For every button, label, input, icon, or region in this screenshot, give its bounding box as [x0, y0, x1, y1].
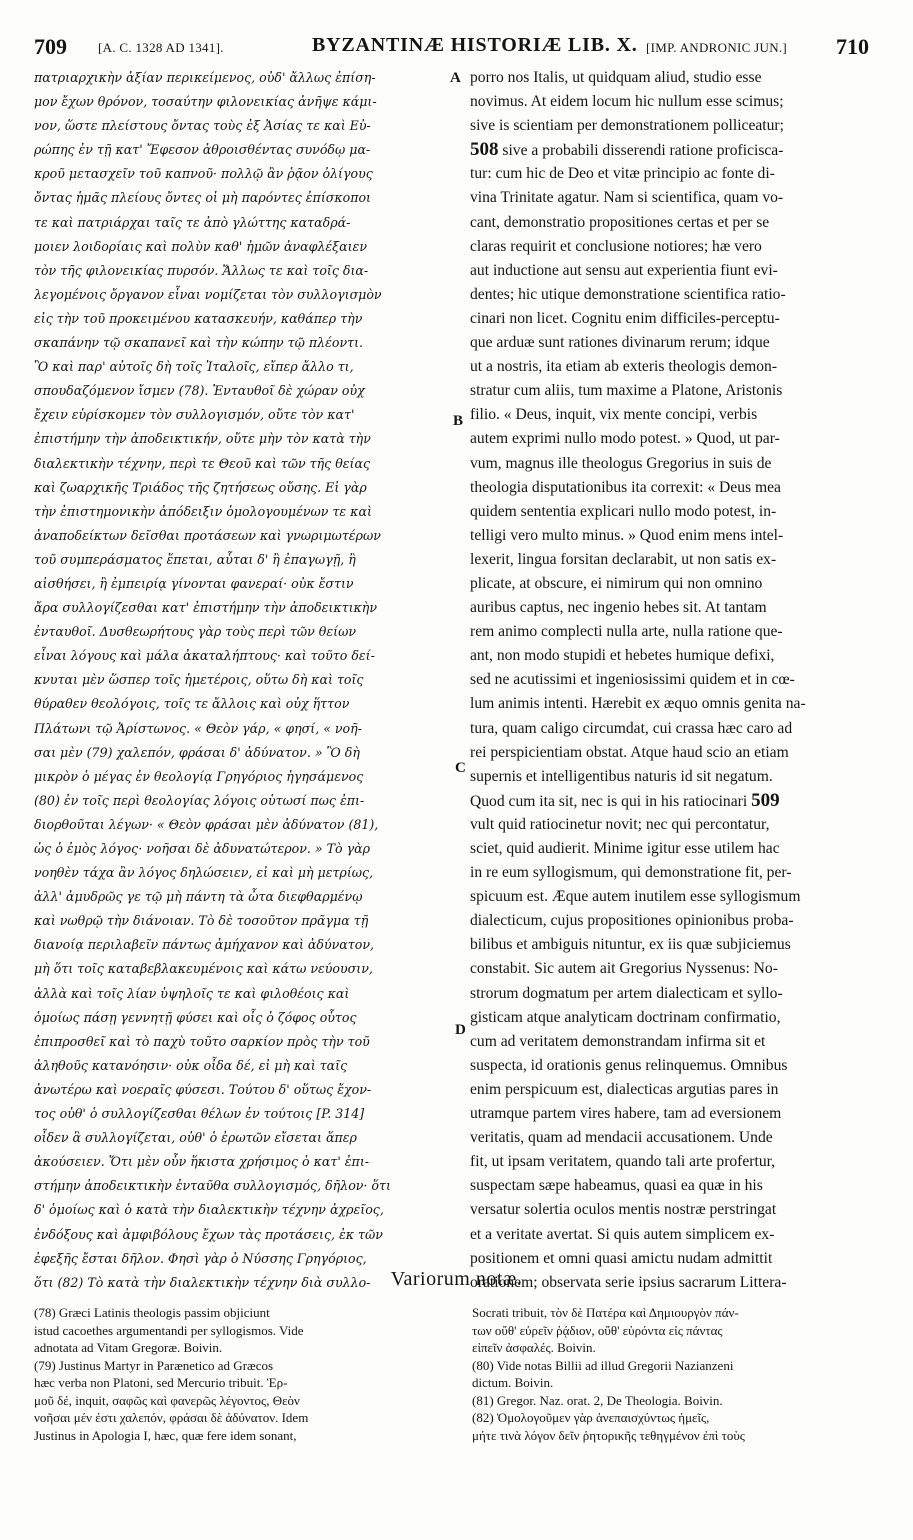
latin-line: gisticam atque analyticam doctrinam confirmatio,: [470, 1008, 781, 1026]
footnotes-left-column: [34, 1304, 452, 1444]
greek-line: Πλάτωνι τῷ Ἀρίστωνος. « Θεὸν γάρ, « φησί, « νοῆ-: [34, 720, 362, 736]
latin-line: aut inductione aut sensu aut experientia fiunt evi-: [470, 261, 778, 279]
footnote-line: νοῆσαι μέν ἐστι χαλεπόν, φράσαι δὲ ἀδύνατον. Idem: [34, 1410, 309, 1425]
greek-line: ἐνδόξους καὶ ἀμφιβόλους ἔχων τὰς προτάσεις, ἐκ τῶν: [34, 1226, 383, 1242]
latin-line: cinari non licet. Cognitu enim difficiles-perceptu-: [470, 309, 780, 327]
latin-line: rem animo complecti nulla arte, nulla ratione que-: [470, 623, 783, 641]
latin-line: telligi vero multo minus. » Quod enim mens intel-: [470, 526, 784, 544]
footnote-line: (81) Gregor. Naz. orat. 2, De Theologia. Boivin.: [472, 1392, 723, 1408]
latin-line: que arduæ sunt rationes divinarum rerum; idque: [470, 334, 770, 352]
greek-line: δ' ὁμοίως καὶ ὁ κατὰ τὴν διαλεκτικὴν τέχνην ἀχρεῖος,: [34, 1202, 384, 1218]
footnote-line: Socrati tribuit, τὸν δὲ Πατέρα καὶ Δημιουργὸν πάν-: [472, 1305, 739, 1320]
latin-text-column: [470, 66, 876, 1295]
greek-line: ρώπης ἐν τῇ κατ' Ἔφεσον ἀθροισθέντας συνόδῳ μα-: [34, 142, 371, 158]
footnote-line: adnotata ad Vitam Gregoræ. Boivin.: [34, 1340, 223, 1355]
emperor-heading: [IMP. ANDRONIC JUN.]: [646, 40, 788, 55]
latin-line: vina Trinitate agatur. Nam si scientifica, quam vo-: [470, 189, 784, 207]
greek-line: ἀκούσειεν. Ὅτι μὲν οὖν ἥκιστα χρήσιμος ὁ κατ' ἐπι-: [34, 1154, 370, 1170]
latin-line: sciet, quid audierit. Minime igitur esse utilem hac: [470, 840, 780, 857]
greek-line: σκαπάνην τῷ σκαπανεῖ καὶ τὴν κώπην τῷ πλέοντι.: [34, 335, 364, 351]
greek-line: ἐπιπροσθεῖ καὶ τὸ παχὺ τοῦτο σαρκίον πρὸς τὴν τοῦ: [34, 1033, 370, 1049]
latin-line: filio. « Deus, inquit, vix mente concipi, verbis: [470, 406, 758, 424]
footnote-line: hæc verba non Platoni, sed Mercurio tribuit. Ἑρ-: [34, 1375, 288, 1390]
latin-line: enim perspicuum est, dialecticas argutias pares in: [470, 1080, 779, 1098]
latin-line: Quod cum ita sit, nec is qui in his ratiocinari 509: [470, 789, 780, 811]
footnote-line: μοῦ δέ, inquit, σαφῶς καὶ φανερῶς λέγοντος, Θεὸν: [34, 1392, 300, 1408]
latin-line: cant, demonstratio propositiones certas et per se: [470, 213, 770, 231]
latin-line: plicate, at obscure, ei nimirum qui non omnino: [470, 574, 763, 592]
greek-line: τοῦ συμπεράσματος ἕπεται, αὗται δ' ἢ ἐπαγωγῇ, ἢ: [34, 551, 356, 567]
greek-line: ἐφεξῆς ἔσται δῆλον. Φησὶ γὰρ ὁ Νύσσης Γρηγόριος,: [34, 1250, 367, 1266]
greek-line: ἄρα συλλογίζεσθαι κατ' ἐπιστήμην τὴν ἀποδεικτικὴν: [34, 600, 377, 616]
right-page-number: 710: [836, 34, 869, 59]
latin-line: sive is scientiam per demonstrationem polliceatur;: [470, 117, 784, 135]
latin-line: vult quid ratiocinetur novit; nec qui percontatur,: [470, 815, 770, 833]
margin-letter-d: D: [455, 1022, 466, 1038]
greek-line: ἀληθοῦς κατανόησιν· οὐκ οἶδα δέ, εἰ μὴ καὶ ταῖς: [34, 1057, 348, 1073]
greek-line: διορθοῦται λέγων· « Θεὸν φράσαι μὲν ἀδύνατον (81),: [34, 816, 379, 832]
greek-line: ἀνωτέρω καὶ νοεραῖς φύσεσι. Τούτου δ' οὕτως ἔχον-: [34, 1081, 372, 1097]
greek-line: τὴν ἐπιστημονικὴν ἀπόδειξιν ὁμολογουμένων τε καὶ: [34, 503, 372, 519]
latin-line: constabit. Sic autem ait Gregorius Nyssenus: No-: [470, 960, 778, 978]
margin-letter-a: A: [450, 70, 461, 86]
greek-line: μον ἔχων θρόνον, τοσαύτην φιλονεικίας ἀνῆψε κάμι-: [34, 94, 377, 110]
latin-line: cum ad veritatem demonstrandam infirma sit et: [470, 1032, 766, 1050]
margin-letter-b: B: [453, 413, 464, 429]
greek-line: διανοίᾳ περιλαβεῖν πάντως ἀμήχανον καὶ ἀδύνατον,: [34, 937, 375, 953]
latin-line: tur: cum hic de Deo et vitæ principio ac fonte di-: [470, 165, 775, 183]
greek-line: τος οὐθ' ὁ συλλογίζεσθαι θέλων ἐν τούτοις [P. 314]: [34, 1106, 365, 1122]
greek-line: τὸν τῆς φιλονεικίας πυρσόν. Ἄλλως τε καὶ τοῖς δια-: [34, 262, 369, 278]
date-range: [A. C. 1328 AD 1341].: [98, 40, 224, 55]
latin-line: novimus. At eidem locum hic nullum esse scimus;: [470, 93, 784, 111]
latin-line: theologia disputationibus ita correxit: « Deus mea: [470, 478, 781, 496]
latin-line: lum animis intenti. Hærebit ex æquo omnis genita na-: [470, 695, 806, 713]
latin-line: strorum dogmatum per artem dialecticam et syllo-: [470, 984, 783, 1002]
greek-line: οἶδεν ἃ συλλογίζεται, οὐθ' ὁ ἐρωτῶν εἴσεται ἅπερ: [34, 1130, 357, 1146]
footnote-line: (80) Vide notas Billii ad illud Gregorii Nazianzeni: [472, 1357, 734, 1373]
greek-text-column: [34, 66, 450, 1295]
greek-line: θύραθεν θεολόγοις, τοῖς τε ἄλλοις καὶ οὐχ ἥττον: [34, 696, 350, 712]
latin-line: supernis et intelligentibus naturis id sit negatum.: [470, 767, 773, 785]
latin-line: lexerit, lingua forsitan declarabit, ut non satis ex-: [470, 550, 777, 568]
footnote-line: istud cacoethes argumentandi per syllogismos. Vide: [34, 1322, 304, 1338]
latin-line: claras requirit et conclusione notiores; hæ vero: [470, 237, 762, 255]
greek-line: εἰς τὴν τοῦ προκειμένου κατασκευήν, καθάπερ τὴν: [34, 310, 363, 326]
footnote-line: Justinus in Apologia I, hæc, quæ fere idem sonant,: [34, 1427, 297, 1443]
margin-letter-c: C: [455, 760, 466, 776]
notes-heading: Variorum notæ.: [390, 1268, 523, 1290]
greek-line: μικρὸν ὁ μέγας ἐν θεολογίᾳ Γρηγόριος ἡγησάμενος: [34, 768, 364, 784]
latin-line: veritatis, quam ad mendacii accusationem. Unde: [470, 1129, 773, 1147]
greek-line: ὅτι (82) Τὸ κατὰ τὴν διαλεκτικὴν τέχνην διὰ συλλο-: [34, 1274, 371, 1290]
latin-line: suspectam sæpe habeamus, quasi ea quæ in his: [470, 1177, 763, 1195]
greek-line: ἐπιστήμην τὴν ἀποδεικτικήν, οὔτε μὴν τὸν κατὰ τὴν: [34, 431, 371, 447]
latin-line: spicuum est. Æque autem inutilem esse syllogismum: [470, 888, 801, 906]
greek-line: κνυται μὲν ὥσπερ τοῖς ἡμετέροις, οὕτω δὴ καὶ τοῖς: [34, 672, 364, 688]
greek-line: κροῦ μετασχεῖν τοῦ καπνοῦ· πολλῷ ἂν ῥᾷον ὀλίγους: [34, 166, 373, 182]
greek-line: μοιεν λοιδορίαις καὶ πολὺν καθ' ἡμῶν ἀναφλέξαιεν: [34, 238, 367, 254]
latin-line: autem exprimi nullo modo potest. » Quod, ut par-: [470, 430, 780, 448]
greek-line: τε καὶ πατριάρχαι ταῖς τε ἀπὸ γλώττης καταδρά-: [34, 214, 351, 230]
page-header: [34, 34, 876, 62]
latin-line: fit, ut ipsam veritatem, quando tali arte profertur,: [470, 1153, 776, 1171]
greek-line: αἰσθήσει, ἢ ἐμπειρίᾳ γίνονται φανεραί· οὐκ ἔστιν: [34, 575, 354, 591]
greek-line: πατριαρχικὴν ἀξίαν περικείμενος, οὐδ' ἄλλως ἐπίση-: [34, 70, 376, 85]
greek-line: ὄντας ἡμᾶς πλείους ὄντες οἱ μὴ παρόντες ἐπίσκοποι: [34, 190, 371, 206]
latin-line: dentes; hic utique demonstratione scientifica ratio-: [470, 285, 786, 303]
greek-line: ἔχειν εὑρίσκομεν τὸν συλλογισμόν, οὔτε τὸν κατ': [34, 407, 355, 423]
greek-line: ἀλλὰ καὶ τοῖς λίαν ὑψηλοῖς τε καὶ φιλοθέοις καὶ: [34, 985, 350, 1001]
latin-line: versatur solertia oculos mentis nostræ perstringat: [470, 1201, 777, 1219]
latin-line: ant, non modo stupidi et hebetes humique defixi,: [470, 647, 775, 665]
footnote-line: εἰπεῖν ἀσφαλές. Boivin.: [472, 1340, 596, 1355]
greek-line: καὶ ζωαρχικῆς Τριάδος τῆς ζητήσεως οὔσης. Εἰ γὰρ: [34, 479, 367, 495]
latin-line: sed ne acutissimi et ingeniosissimi quidem et in cœ-: [470, 671, 795, 689]
greek-line: ἐνταυθοῖ. Δυσθεωρήτους γὰρ τοὺς περὶ τῶν θείων: [34, 624, 356, 640]
latin-line: in re eum syllogismum, qui demonstratione fit, per-: [470, 864, 792, 882]
greek-line: ἀναποδείκτων δεῖσθαι προτάσεων καὶ γνωριμωτέρων: [34, 527, 381, 543]
latin-line: et a veritate avertat. Si quis autem simplicem ex-: [470, 1225, 775, 1243]
latin-line: dialecticum, cujus propositiones opinionibus proba-: [470, 912, 794, 930]
latin-line: tura, quam caligo circumdat, cui crassa hæc caro ad: [470, 719, 793, 737]
greek-line: ἀλλ' ἀμυδρῶς γε τῷ μὴ πάντη τὰ ὦτα διεφθαρμένῳ: [34, 889, 363, 905]
footnotes-right-column: [472, 1304, 876, 1444]
greek-line: εἶναι λόγους καὶ μάλα ἀκαταλήπτους· καὶ τοῦτο δεί-: [34, 648, 375, 664]
latin-line: orationem; observata serie ipsius sacrarum Littera-: [470, 1273, 787, 1291]
footnote-line: dictum. Boivin.: [472, 1375, 554, 1390]
left-page-number: 709: [34, 34, 67, 59]
greek-line: καὶ νωθρῷ τὴν διάνοιαν. Τὸ δὲ τοσοῦτον πρᾶγμα τῇ: [34, 913, 369, 929]
latin-line: vum, magnus ille theologus Gregorius in suis de: [470, 454, 772, 472]
latin-line: rei perspicientiam obstat. Atque haud scio an etiam: [470, 743, 789, 761]
greek-line: Ὃ καὶ παρ' αὐτοῖς δὴ τοῖς Ἰταλοῖς, εἴπερ ἄλλο τι,: [34, 359, 354, 375]
latin-line: utramque partem vires habere, tam ad eversionem: [470, 1105, 782, 1123]
latin-line: bilibus et ambiguis nituntur, ex iis quæ subjiciemus: [470, 936, 791, 954]
greek-line: (80) ἐν τοῖς περὶ θεολογίας λόγοις οὑτωσί πως ἐπι-: [34, 792, 365, 808]
footnote-line: μήτε τινὰ λόγον δεῖν ῥητορικῆς τεθηγμένον ἐπὶ τοὺς: [472, 1427, 745, 1443]
column-number: 508: [470, 139, 499, 161]
greek-line: ὁμοίως πάσῃ γεννητῇ φύσει καὶ οἷς ὁ ζόφος οὗτος: [34, 1009, 357, 1025]
latin-line: auribus captus, nec ingenio hebes sit. At tantam: [470, 599, 767, 617]
latin-line: stratur cum aliis, tum maxime a Platone, Aristonis: [470, 382, 783, 400]
column-number: 509: [751, 789, 780, 811]
greek-line: σαι μὲν (79) χαλεπόν, φράσαι δ' ἀδύνατον. » Ὃ δὴ: [34, 744, 360, 760]
running-title: BYZANTINÆ HISTORIÆ LIB. X.: [312, 34, 638, 56]
greek-line: νον, ὥστε πλείστους ὄντας τοὺς ἐξ Ἀσίας τε καὶ Εὐ-: [34, 118, 371, 134]
latin-line: 508 sive a probabili disserendi ratione proficisca-: [470, 139, 784, 161]
footnote-line: των οὔθ' εὑρεῖν ῥᾴδιον, οὔθ' εὑρόντα εἰς πάντας: [472, 1322, 723, 1338]
greek-line: νοηθὲν τάχα ἂν λόγος δηλώσειεν, εἰ καὶ μὴ μετρίως,: [34, 865, 374, 881]
latin-line: positionem et omni quasi amictu nudam admittit: [470, 1249, 773, 1267]
footnote-line: (78) Græci Latinis theologis passim objiciunt: [34, 1305, 270, 1320]
footnote-line: (82) Ὁμολογοῦμεν γὰρ ἀνεπαισχύντως ἡμεῖς,: [472, 1410, 710, 1425]
latin-line: suspecta, id orationis genus relinquemus. Omnibus: [470, 1056, 788, 1074]
latin-line: quidem sententia explicari nullo modo potest, in-: [470, 502, 777, 520]
latin-line: ut a nostris, ita etiam ab exteris theologis demon-: [470, 358, 778, 376]
greek-line: ὡς ὁ ἐμὸς λόγος· νοῆσαι δὲ ἀδυνατώτερον. » Τὸ γὰρ: [34, 841, 371, 856]
footnote-line: (79) Justinus Martyr in Parænetico ad Græcos: [34, 1357, 274, 1373]
greek-line: σπουδαζόμενον ἴσμεν (78). Ἐνταυθοῖ δὲ χώραν οὐχ: [34, 383, 365, 399]
greek-line: λεγομένοις ὄργανον εἶναι νομίζεται τὸν συλλογισμὸν: [34, 286, 382, 302]
greek-line: στήμην ἀποδεικτικὴν ἐνταῦθα συλλογισμός, δῆλον· ὅτι: [34, 1178, 391, 1194]
greek-line: μὴ ὅτι τοῖς καταβεβλακευμένοις καὶ κάτω νεύουσιν,: [34, 961, 373, 977]
greek-line: διαλεκτικὴν τέχνην, περὶ τε Θεοῦ καὶ τῶν τῆς θείας: [34, 455, 371, 471]
latin-line: porro nos Italis, ut quidquam aliud, studio esse: [470, 69, 762, 86]
